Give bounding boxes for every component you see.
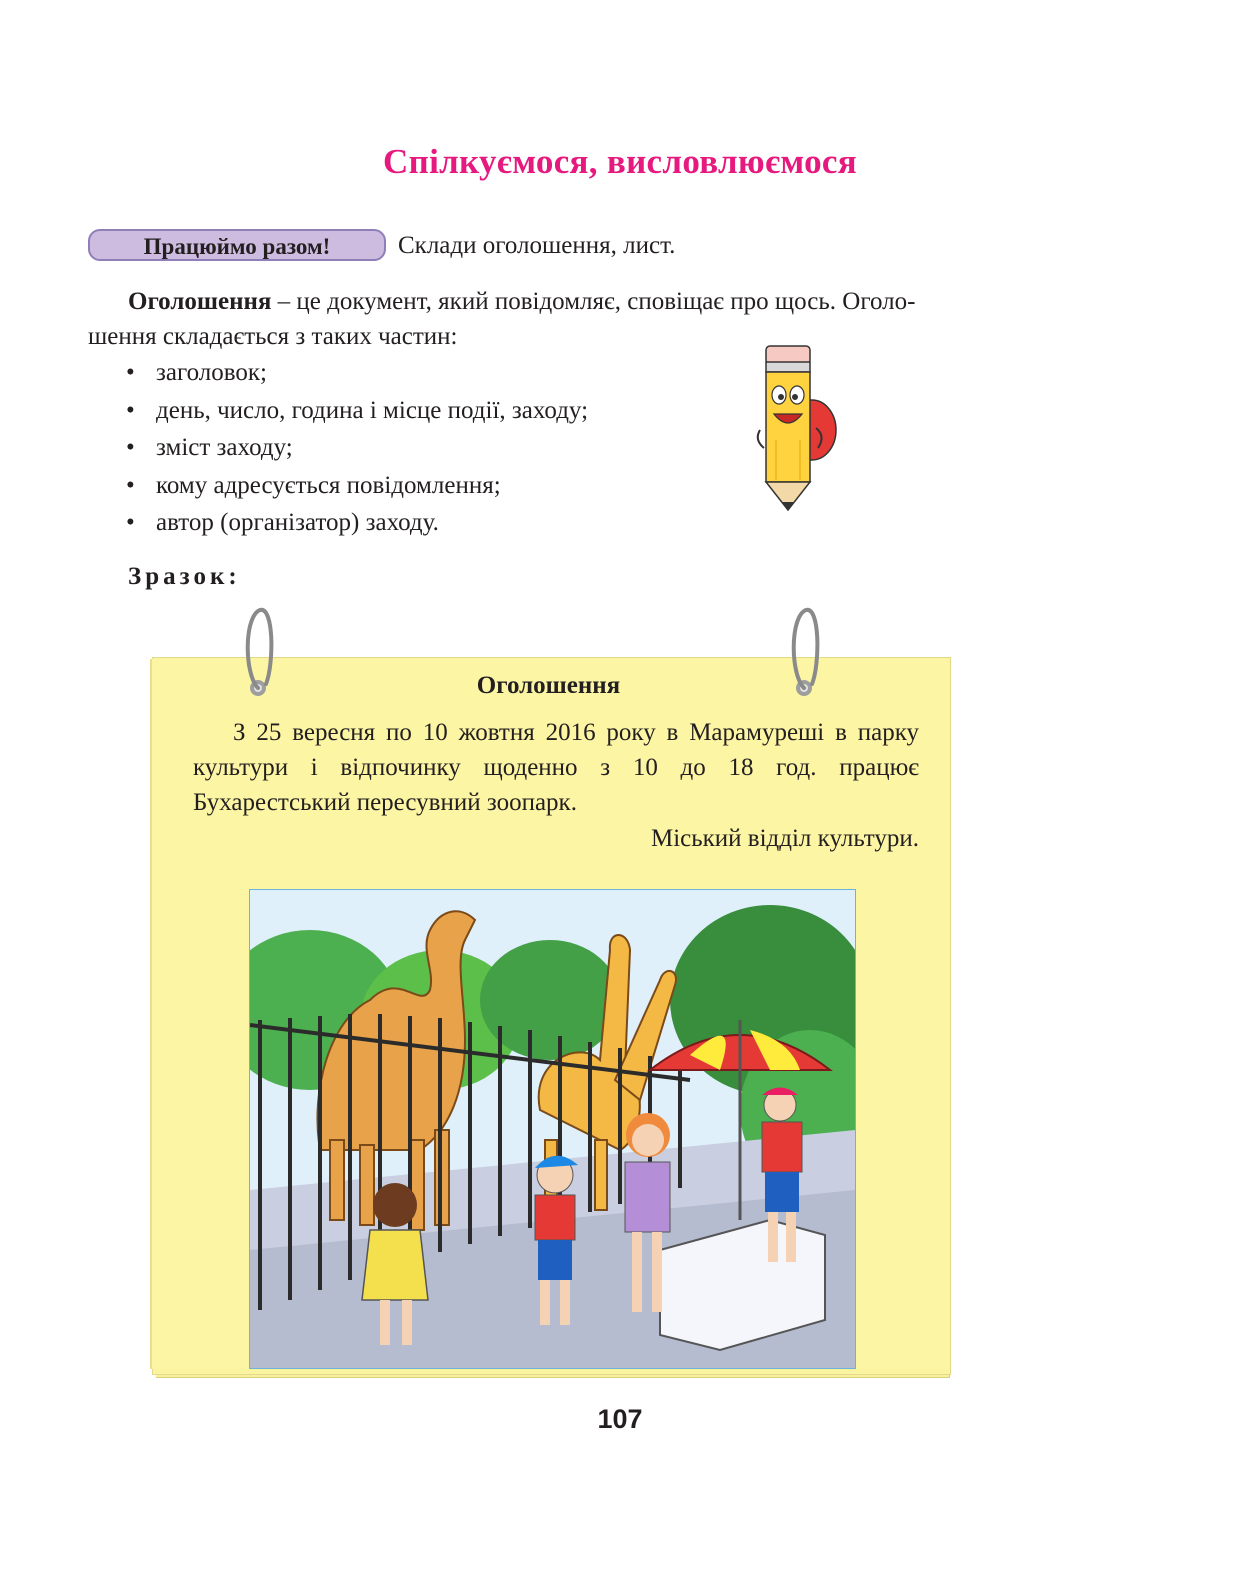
list-item: • заголовок; bbox=[126, 354, 588, 392]
list-item: • зміст заходу; bbox=[126, 429, 588, 467]
list-item: • автор (організатор) заходу. bbox=[126, 504, 588, 542]
notice-body: З 25 вересня по 10 жовтня 2016 року в Марамуреші в парку культури і відпочинку щоденно з 10 до 18 год. працює Бухарестський пересувний зоопарк. bbox=[193, 719, 919, 816]
pencil-mascot-icon bbox=[752, 340, 842, 515]
list-item: • кому адресується повідомлення; bbox=[126, 467, 588, 505]
task-instruction: Склади оголошення, лист. bbox=[398, 232, 676, 259]
notice-title: Оголошення bbox=[476, 672, 621, 699]
task-badge: Працюймо разом! bbox=[88, 229, 386, 261]
bullet-dot: • bbox=[126, 359, 135, 386]
notice-signature: Міський відділ культури. bbox=[650, 825, 919, 852]
page-number: 107 bbox=[597, 1404, 643, 1434]
bullet-dot: • bbox=[126, 434, 135, 461]
bullet-dot: • bbox=[126, 396, 135, 424]
definition-paragraph bbox=[88, 284, 1043, 354]
bullet-dot: • bbox=[126, 471, 135, 499]
parts-list bbox=[126, 354, 588, 542]
sample-label: Зразок: bbox=[128, 563, 241, 590]
definition-term: Оголошення bbox=[128, 288, 272, 315]
definition-line2: шення складається з таких частин: bbox=[88, 323, 458, 350]
page-title: Спілкуємося, висловлюємося bbox=[383, 142, 857, 181]
zoo-illustration bbox=[249, 889, 856, 1369]
definition-line1: – це документ, який повідомляє, сповіщає про щось. Оголо- bbox=[271, 288, 916, 315]
list-item: • день, число, година і місце події, заходу; bbox=[126, 392, 588, 430]
bullet-dot: • bbox=[126, 509, 135, 536]
